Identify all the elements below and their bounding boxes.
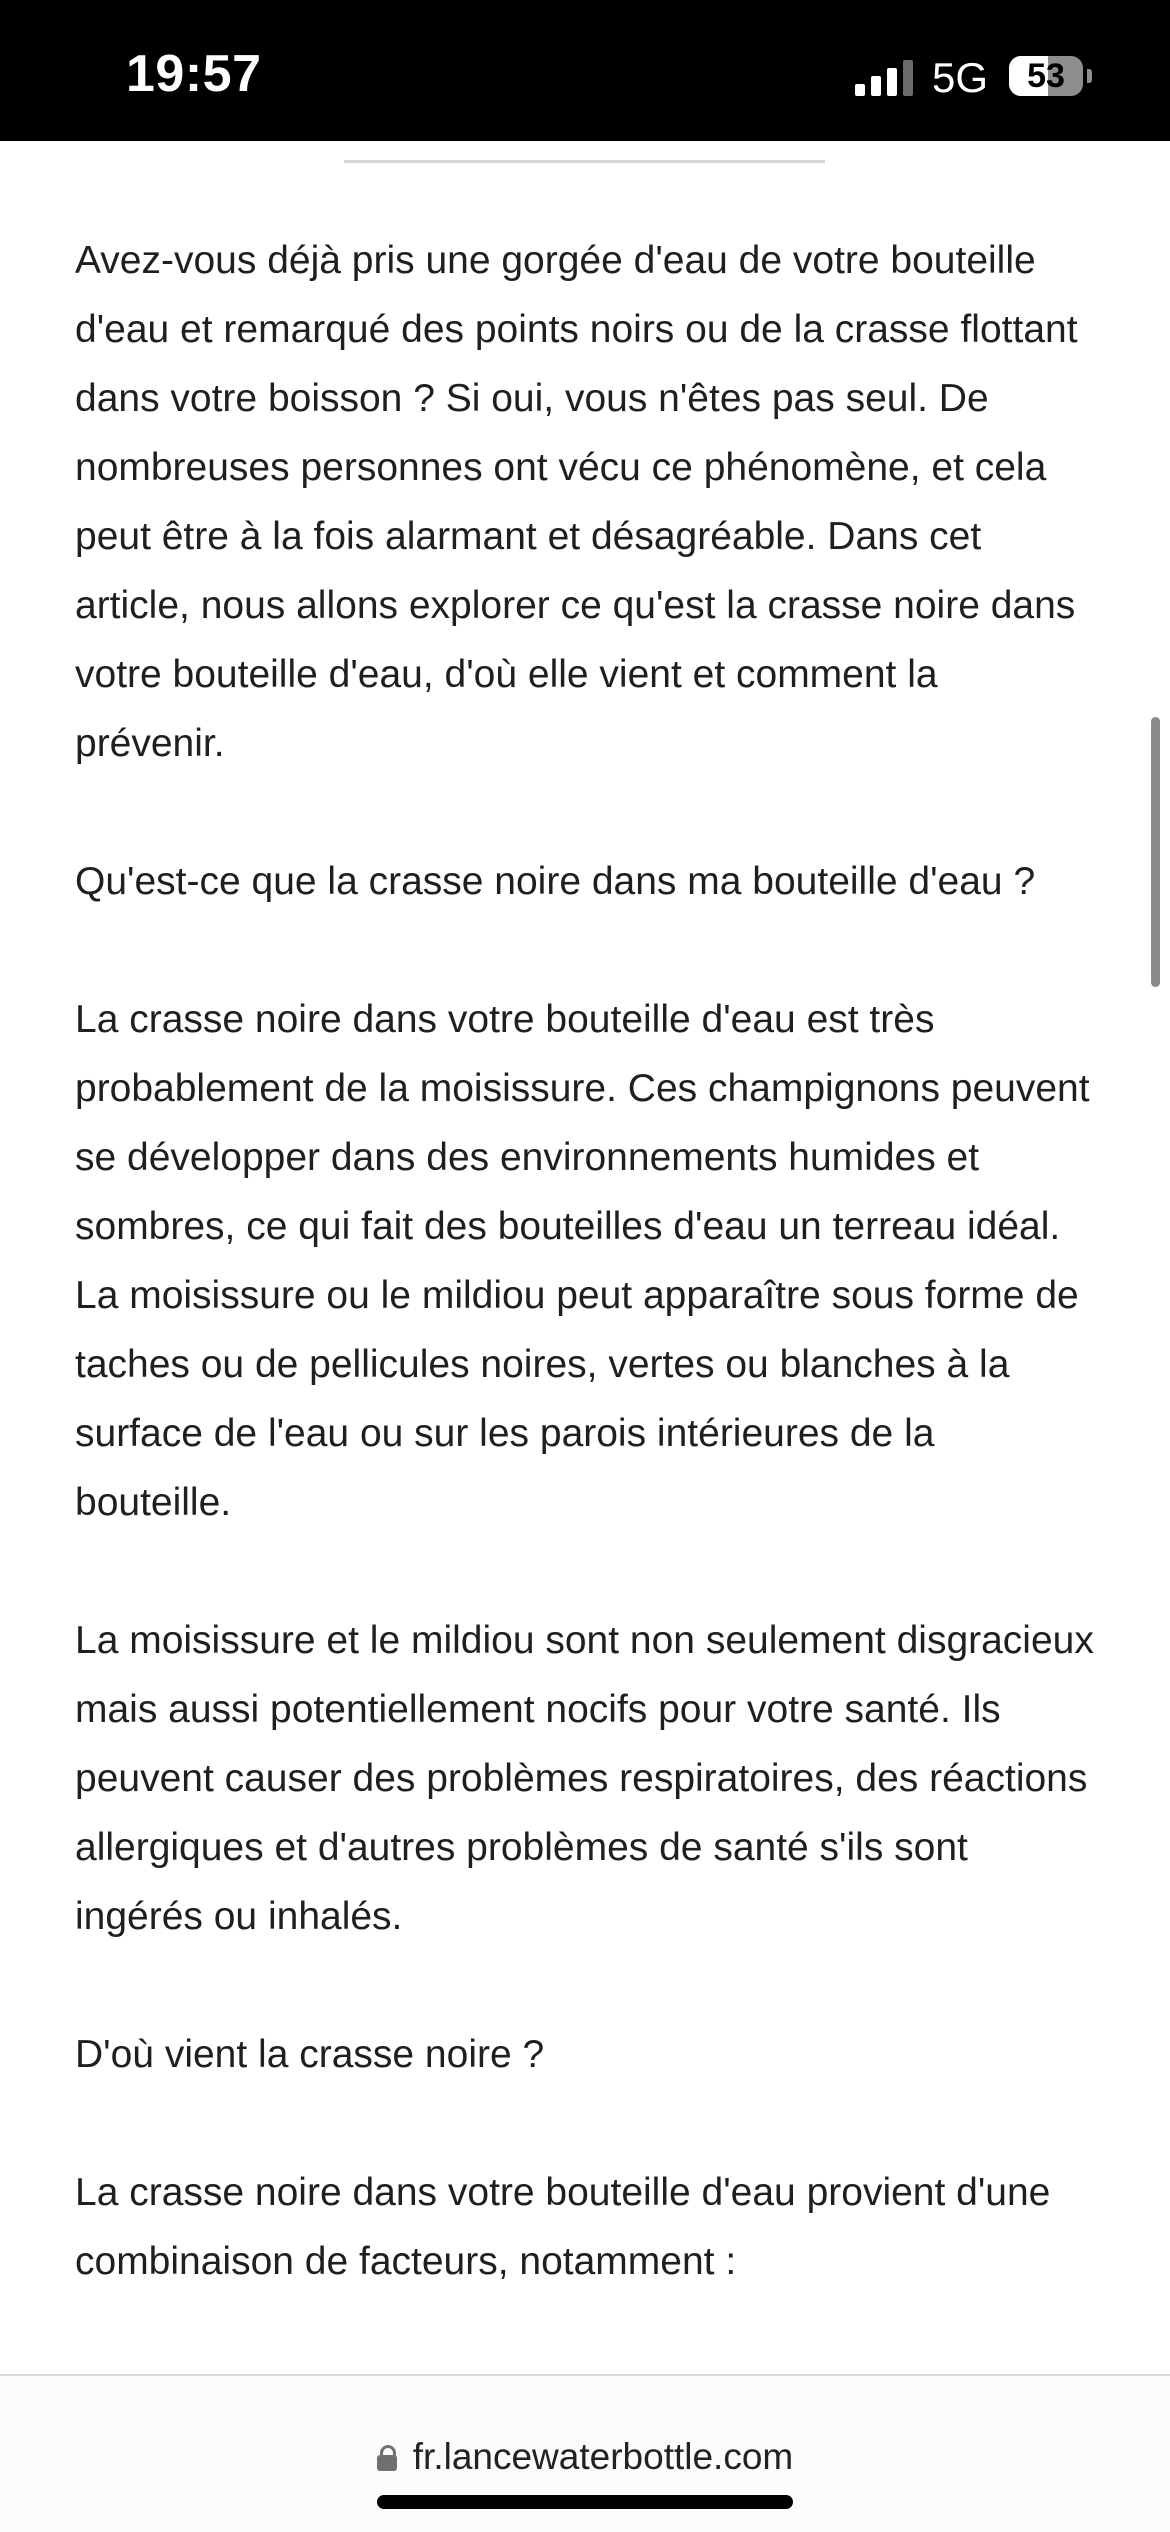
- battery-level: 53: [1027, 57, 1065, 95]
- article-paragraph: La moisissure et le mildiou sont non seulement disgracieux mais aussi potentiellement nocifs pour votre santé. Ils peuvent causer des problèmes respiratoires, des réactions allergiques et d'autres problèmes de santé s'ils sont ingérés ou inhalés.: [75, 1619, 1094, 1938]
- article-paragraph: Avez-vous déjà pris une gorgée d'eau de votre bouteille d'eau et remarqué des points noirs ou de la crasse flottant dans votre boisson ? Si oui, vous n'êtes pas seul. De nombreuses personnes ont vécu ce phénomène, et cela peut être à la fois alarmant et désagréable. Dans cet article, nous allons explorer ce qu'est la crasse noire dans votre bouteille d'eau, d'où elle vient et comment la prévenir.: [75, 239, 1078, 765]
- battery-icon: [1009, 56, 1083, 96]
- article-paragraph: La crasse noire dans votre bouteille d'eau provient d'une combinaison de facteurs, notamment :: [75, 2171, 1051, 2283]
- home-indicator[interactable]: [377, 2495, 793, 2509]
- network-type: 5G: [932, 54, 989, 101]
- page-scrollbar[interactable]: [1151, 717, 1160, 987]
- lock-icon: [377, 2445, 397, 2471]
- cellular-signal-icon: [855, 60, 915, 96]
- article-heading: D'où vient la crasse noire ?: [75, 2033, 545, 2076]
- url-text[interactable]: fr.lancewaterbottle.com: [412, 2436, 794, 2477]
- article-paragraph: La crasse noire dans votre bouteille d'eau est très probablement de la moisissure. Ces champignons peuvent se développer dans des environnements humides et sombres, ce qui fait des bouteilles d'eau un terreau idéal. La moisissure ou le mildiou peut apparaître sous forme de taches ou de pellicules noires, vertes ou blanches à la surface de l'eau ou sur les parois intérieures de la bouteille.: [75, 998, 1090, 1524]
- status-bar: [0, 0, 1170, 141]
- article-body: [75, 226, 1095, 2365]
- article-heading: Qu'est-ce que la crasse noire dans ma bouteille d'eau ?: [75, 860, 1036, 903]
- battery-tip: [1087, 69, 1092, 83]
- url-row[interactable]: [0, 2432, 1170, 2482]
- top-divider: [344, 160, 825, 163]
- status-time: 19:57: [126, 45, 262, 103]
